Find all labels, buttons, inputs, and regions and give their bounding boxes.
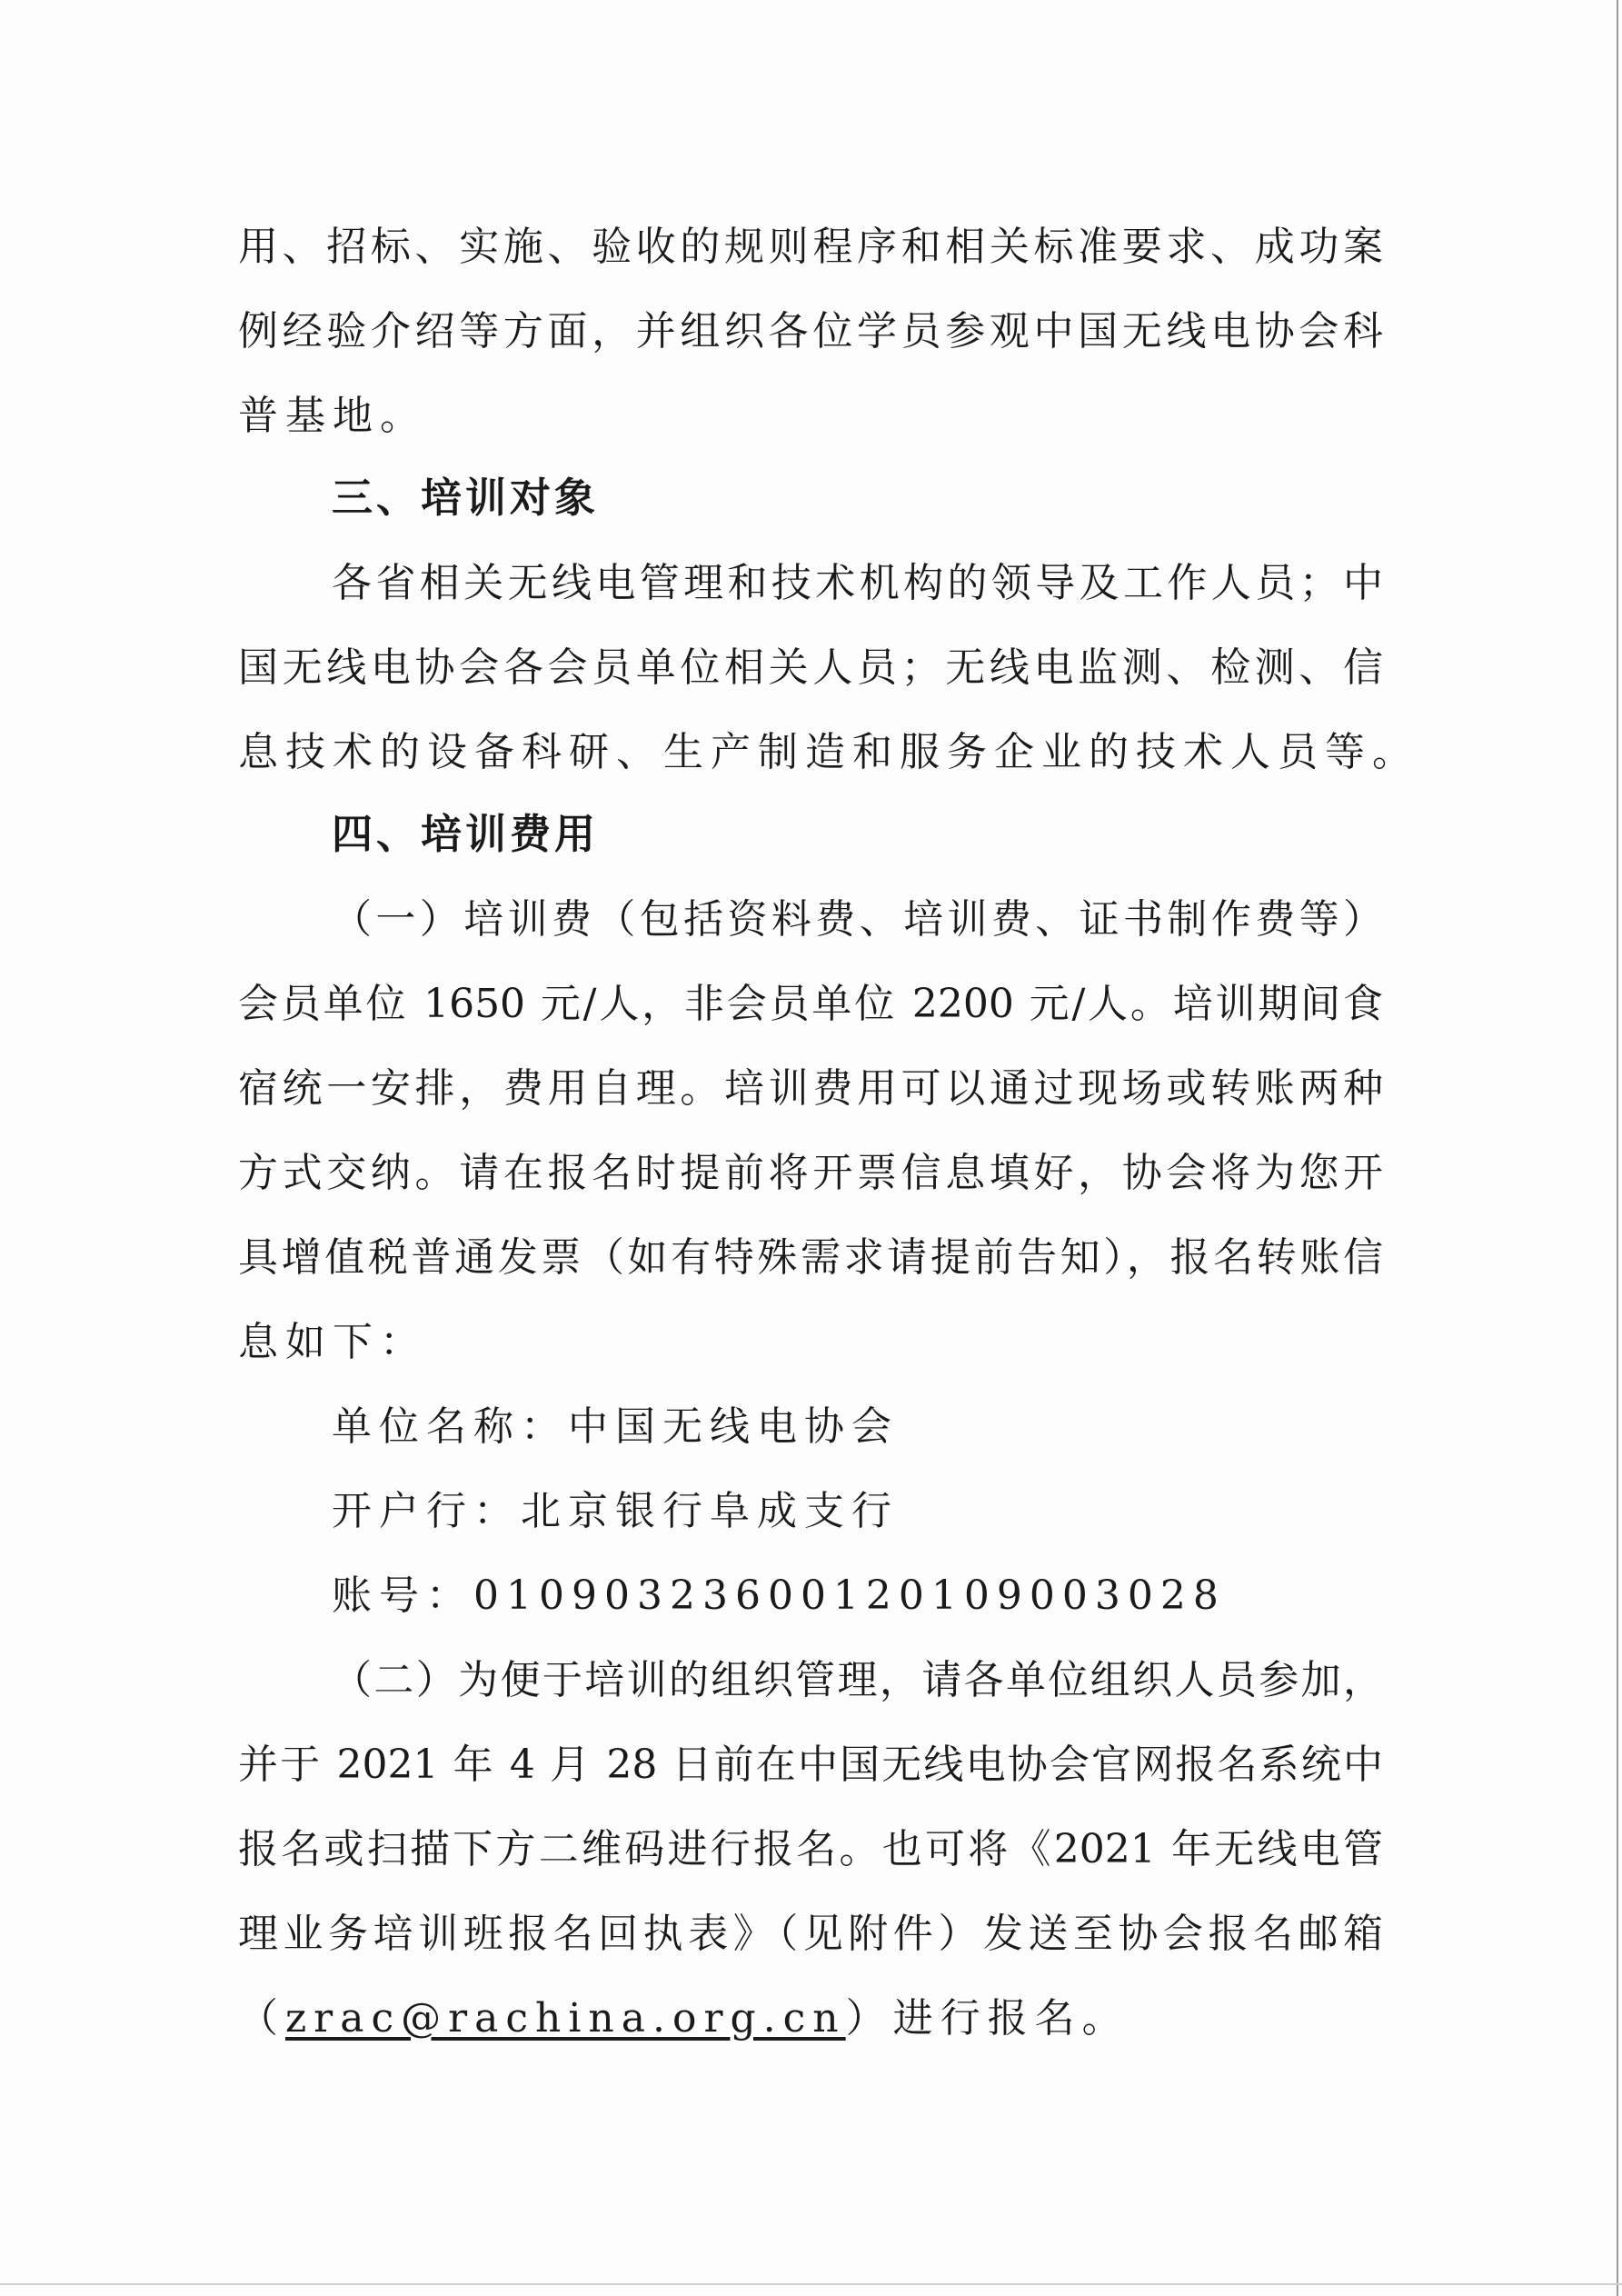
body-text-line: 会员单位 1650 元/人，非会员单位 2200 元/人。培训期间食 <box>238 981 1383 1027</box>
scan-edge-bottom <box>0 2283 1622 2285</box>
bank-account-number: 账号：01090323600120109003028 <box>332 1572 1226 1619</box>
registration-email-link[interactable]: zrac@rachina.org.cn <box>285 1995 846 2041</box>
bracket-open: （ <box>238 1995 285 2041</box>
body-text-line: 并于 2021 年 4 月 28 日前在中国无线电协会官网报名系统中 <box>238 1742 1383 1788</box>
body-text-line: 宿统一安排，费用自理。培训费用可以通过现场或转账两种 <box>238 1065 1383 1112</box>
body-text-line: 息如下： <box>238 1319 427 1365</box>
body-text-line: 理业务培训班报名回执表》（见附件）发送至协会报名邮箱 <box>238 1911 1383 1957</box>
body-text-line: 报名或扫描下方二维码进行报名。也可将《2021 年无线电管 <box>238 1826 1383 1872</box>
body-text-line: （二）为便于培训的组织管理，请各单位组织人员参加， <box>332 1657 1383 1703</box>
bracket-close-text: ）进行报名。 <box>845 1995 1129 2041</box>
section-heading-trainees: 三、培训对象 <box>332 474 600 522</box>
body-text-line: 各省相关无线电管理和技术机构的领导及工作人员；中 <box>332 560 1383 606</box>
scan-edge-right <box>1617 0 1618 2296</box>
body-text-line <box>238 1992 1383 2046</box>
body-text-line: 例经验介绍等方面，并组织各位学员参观中国无线电协会科 <box>238 308 1383 354</box>
body-text-line: （一）培训费（包括资料费、培训费、证书制作费等） <box>332 896 1383 943</box>
section-heading-fees: 四、培训费用 <box>332 810 600 858</box>
body-text-line: 用、招标、实施、验收的规则程序和相关标准要求、成功案 <box>238 224 1383 270</box>
body-text-line: 具增值税普通发票（如有特殊需求请提前告知），报名转账信 <box>238 1234 1383 1281</box>
body-text-line: 普基地。 <box>238 393 427 439</box>
bank-branch: 开户行：北京银行阜成支行 <box>332 1488 899 1534</box>
bank-account-name: 单位名称：中国无线电协会 <box>332 1403 899 1450</box>
body-text-line: 国无线电协会各会员单位相关人员；无线电监测、检测、信 <box>238 644 1383 691</box>
body-text-line: 息技术的设备科研、生产制造和服务企业的技术人员等。 <box>238 729 1419 775</box>
body-text-line: 方式交纳。请在报名时提前将开票信息填好，协会将为您开 <box>238 1150 1383 1196</box>
